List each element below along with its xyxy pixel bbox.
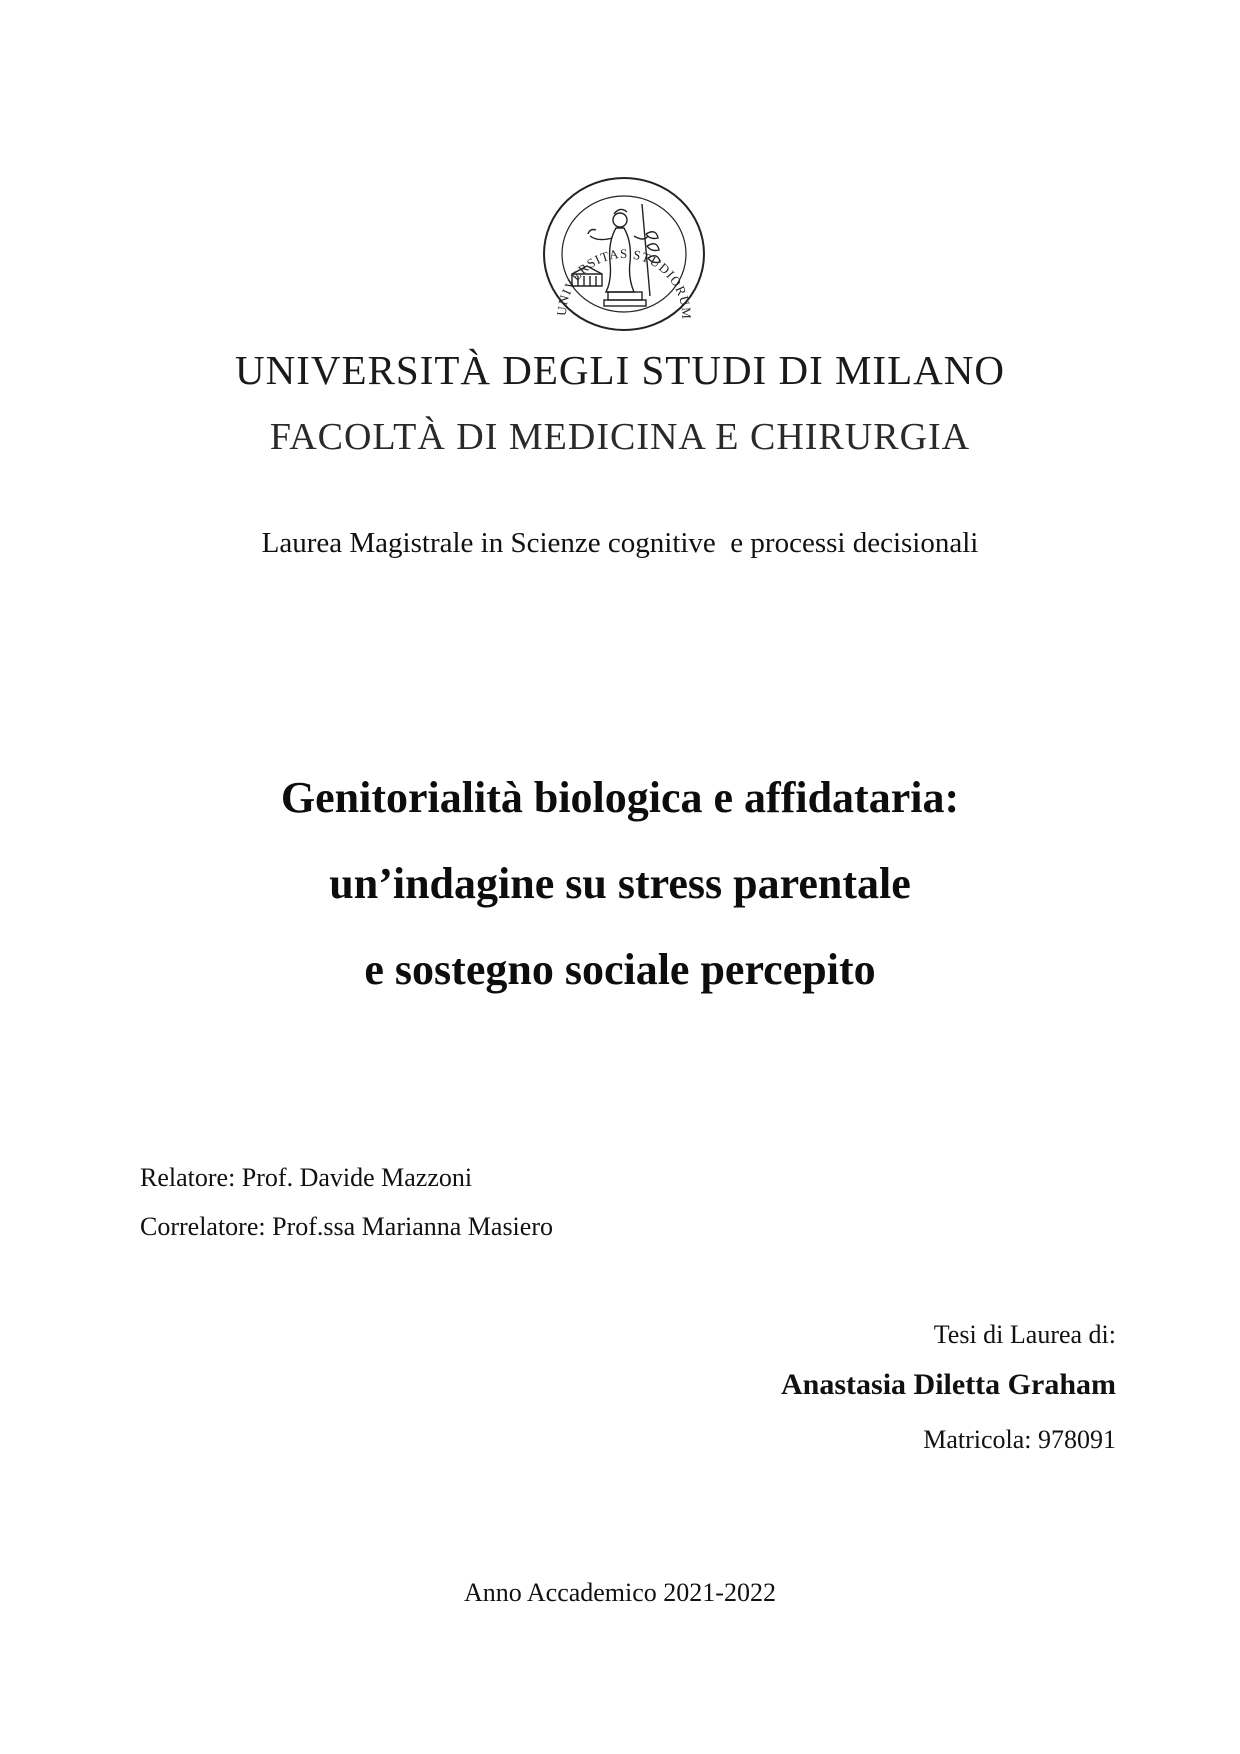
seal-motto: UNIVERSITAS STUDIORUM (553, 245, 695, 321)
thesis-title-line-2: un’indagine su stress parentale (329, 859, 911, 908)
correlatore: Correlatore: Prof.ssa Marianna Masiero (140, 1212, 553, 1241)
academic-year: Anno Accademico 2021-2022 (464, 1578, 776, 1607)
thesis-of-label: Tesi di Laurea di: (933, 1320, 1116, 1349)
university-name: UNIVERSITÀ DEGLI STUDI DI MILANO (235, 347, 1005, 393)
relatore: Relatore: Prof. Davide Mazzoni (140, 1163, 473, 1192)
university-seal (536, 174, 712, 334)
svg-text:UNIVERSITAS STUDIORUM MEDIOLAN (536, 174, 694, 320)
university-seal-icon (536, 174, 712, 334)
faculty-name: FACOLTÀ DI MEDICINA E CHIRURGIA (269, 416, 971, 458)
thesis-title-line-1: Genitorialità biologica e affidataria: (280, 773, 960, 822)
thesis-title-line-3: e sostegno sociale percepito (364, 945, 876, 994)
degree-program: Laurea Magistrale in Scienze cognitive e processi decisionali (261, 527, 979, 559)
student-id: Matricola: 978091 (923, 1425, 1116, 1454)
author-name: Anastasia Diletta Graham (781, 1368, 1116, 1401)
